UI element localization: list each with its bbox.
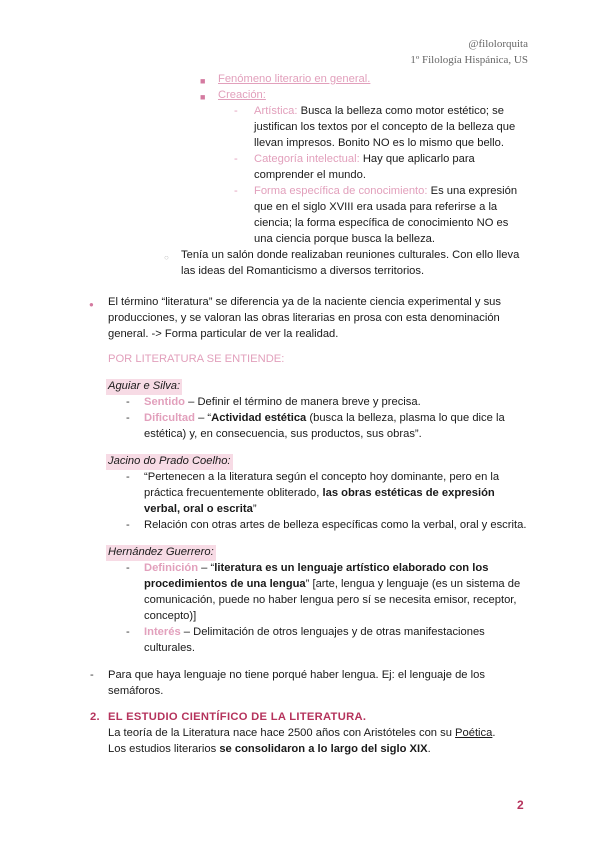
literatura-line2: producciones, y se valoran las obras literarias en prosa con esta denominación (108, 312, 500, 324)
dificultad-bold: Actividad estética (211, 412, 307, 424)
forma-line4: una ciencia porque busca la belleza. (254, 233, 435, 245)
jacino-line3 (144, 502, 257, 518)
dash-bullet-icon: - (126, 471, 130, 483)
dificultad-line2: estética) y, en consecuencia, sus productos, sus obras”. (144, 428, 422, 440)
square-bullet-icon: ■ (200, 92, 206, 102)
author-hernandez: Hernández Guerrero: (106, 545, 216, 561)
header-course: 1º Filología Hispánica, US (410, 54, 528, 66)
dificultad-rest: (busca la belleza, plasma lo que dice la (306, 412, 505, 424)
hernandez-def-line2 (144, 577, 520, 593)
categoria-line2: comprender el mundo. (254, 169, 366, 181)
artistica-line3: llevan impresos. Bonito NO es lo mismo que bello. (254, 137, 504, 149)
term-forma: Forma específica de conocimiento: (254, 185, 428, 197)
section2-line1-end: . (492, 727, 496, 739)
section2-line2-pre: Los estudios literarios (108, 743, 220, 755)
dash-bullet-icon: - (234, 153, 238, 165)
square-bullet-icon: ■ (200, 76, 206, 86)
def-bold1: literatura es un lenguaje artístico elaborado con los (214, 562, 489, 574)
salon-line1: Tenía un salón donde realizaban reuniones culturales. Con ello lleva (181, 249, 520, 261)
def-bold2: procedimientos de una lengua (144, 578, 306, 590)
term-dificultad: Dificultad (144, 412, 195, 424)
artistica-line2: justifican los textos por el concepto de la belleza que (254, 121, 516, 133)
dash-bullet-icon: - (234, 185, 238, 197)
def-rest2: ” [arte, lengua y lenguaje (es un sistema de (305, 578, 521, 590)
header-handle: @filolorquita (468, 38, 528, 50)
term-artistica: Artística: (254, 105, 298, 117)
item-creacion: Creación: (218, 89, 266, 101)
item-fenomeno: Fenómeno literario en general. (218, 73, 371, 85)
jacino-line2-bold: las obras estéticas de expresión (322, 487, 495, 499)
term-sentido: Sentido (144, 396, 186, 408)
categoria-line1: Hay que aplicarlo para (362, 153, 475, 165)
author-aguiar: Aguiar e Silva: (106, 379, 182, 395)
section2-line2-end: . (427, 743, 431, 755)
salon-line2: las ideas del Romanticismo a diversos territorios. (181, 265, 425, 277)
aguiar-sentido (144, 395, 421, 411)
section2-line2 (108, 742, 431, 758)
term-interes: Interés (144, 626, 181, 638)
term-definicion: Definición (144, 562, 199, 574)
dificultad-pre: – “ (194, 412, 212, 424)
aguiar-dificultad (144, 411, 505, 427)
term-categoria: Categoría intelectual: (254, 153, 360, 165)
sub-forma (254, 184, 517, 200)
jacino-line3-end: ” (252, 503, 257, 515)
section2-title: EL ESTUDIO CIENTÍFICO DE LA LITERATURA. (108, 711, 367, 723)
literatura-line3: general. -> Forma particular de ver la realidad. (108, 328, 339, 340)
forma-line1: Es una expresión (430, 185, 518, 197)
hernandez-def-line4: concepto)] (144, 610, 197, 622)
section2-number: 2. (90, 711, 100, 723)
artistica-line1: Busca la belleza como motor estético; se (300, 105, 504, 117)
lenguaje-line2: semáforos. (108, 685, 164, 697)
dash-bullet-icon: - (234, 105, 238, 117)
section2-line1-pre: La teoría de la Literatura nace hace 2500 años con Aristóteles con su (108, 727, 456, 739)
dash-bullet-icon: - (90, 669, 94, 681)
section2-line2-bold: se consolidaron a lo largo del siglo XIX (219, 743, 428, 755)
dash-bullet-icon: - (126, 396, 130, 408)
dash-bullet-icon: - (126, 626, 130, 638)
literatura-line1: El término “literatura” se diferencia ya de la naciente ciencia experimental y sus (108, 296, 501, 308)
sentido-text: – Definir el término de manera breve y precisa. (185, 396, 421, 408)
sub-artistica (254, 104, 504, 120)
def-pre: – “ (198, 562, 215, 574)
interes-line2: culturales. (144, 642, 195, 654)
dash-bullet-icon: - (126, 519, 130, 531)
dash-bullet-icon: - (126, 562, 130, 574)
lenguaje-line1: Para que haya lenguaje no tiene porqué haber lengua. Ej: el lenguaje de los (108, 669, 485, 681)
forma-line3: ciencia; la forma específica de conocimiento NO es (254, 217, 509, 229)
dot-bullet-icon: ● (89, 300, 94, 309)
hernandez-def-line1 (144, 561, 488, 577)
jacino-line2 (144, 486, 495, 502)
jacino-b2: Relación con otras artes de belleza específicas como la verbal, oral y escrita. (144, 519, 527, 531)
sub-categoria (254, 152, 475, 168)
jacino-line2-pre: práctica frecuentemente obliterado, (144, 487, 323, 499)
jacino-line1: “Pertenecen a la literatura según el concepto hoy dominante, pero en la (144, 471, 500, 483)
por-literatura-heading: POR LITERATURA SE ENTIENDE: (108, 353, 285, 365)
dash-bullet-icon: - (126, 412, 130, 424)
author-jacino: Jacino do Prado Coelho: (106, 454, 233, 470)
hernandez-interes (144, 625, 485, 641)
interes-text: – Delimitación de otros lenguajes y de otras manifestaciones (180, 626, 485, 638)
circle-bullet-icon: ○ (164, 253, 169, 262)
hernandez-def-line3: comunicación, puede no haber lengua pero sí se necesita emisor, receptor, (144, 594, 517, 606)
section2-line1 (108, 726, 495, 742)
poetica-ref: Poética (455, 727, 493, 739)
page-number: 2 (517, 798, 524, 812)
jacino-line3-bold: verbal, oral o escrita (144, 503, 253, 515)
forma-line2: que en el siglo XVIII era usada para referirse a la (254, 201, 498, 213)
